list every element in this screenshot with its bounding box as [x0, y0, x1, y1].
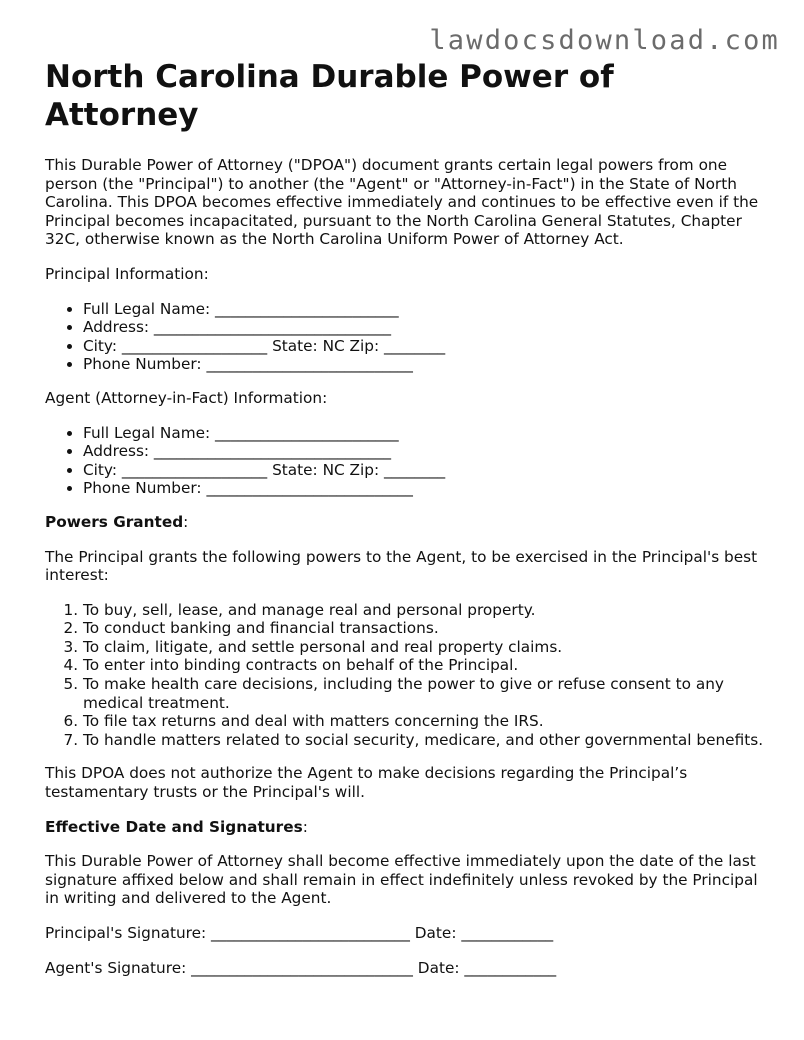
powers-list [45, 601, 767, 750]
principal-signature-line: Principal's Signature: __________________________ Date: ____________ [45, 924, 554, 942]
agent-address: • Address: _______________________________ [83, 442, 767, 461]
powers-heading-text: Powers Granted [45, 512, 184, 531]
document-body [45, 58, 767, 993]
principal-city-state-zip: • City: ___________________ State: NC Zip: ________ [83, 337, 767, 356]
limitation-paragraph: This DPOA does not authorize the Agent to make decisions regarding the Principal’s testamentary trusts or the Principal's will. [45, 764, 688, 802]
power-item: 1. To buy, sell, lease, and manage real and personal property. [83, 601, 767, 620]
principal-phone: • Phone Number: ___________________________ [83, 355, 767, 374]
agent-info-list [45, 424, 767, 498]
effective-heading-colon: : [302, 817, 308, 836]
power-item: 5. To make health care decisions, including the power to give or refuse consent to any medical treatment. [83, 675, 767, 712]
agent-city-state-zip: • City: ___________________ State: NC Zip: ________ [83, 461, 767, 480]
power-item: 2. To conduct banking and financial transactions. [83, 619, 767, 638]
principal-info-list [45, 300, 767, 374]
intro-paragraph: This Durable Power of Attorney ("DPOA") document grants certain legal powers from one person (the "Principal") to another (the "Agent" or "Attorney-in-Fact") in the State of North Carolina. This DPOA becomes effective immediately and continues to be effective even if the Principal becomes incapacitated, pursuant to the North Carolina General Statutes, Chapter 32C, otherwise known as the North Carolina Uniform Power of Attorney Act. [45, 156, 759, 249]
principal-full-name: • Full Legal Name: ________________________ [83, 300, 767, 319]
agent-heading: Agent (Attorney-in-Fact) Information: [45, 388, 328, 407]
principal-heading: Principal Information: [45, 264, 209, 283]
power-item: 4. To enter into binding contracts on behalf of the Principal. [83, 656, 767, 675]
watermark: lawdocsdownload.com [429, 25, 780, 56]
document-title: North Carolina Durable Power of Attorney [45, 59, 614, 133]
powers-intro: The Principal grants the following powers to the Agent, to be exercised in the Principal's best interest: [45, 547, 758, 585]
powers-heading-colon: : [183, 512, 189, 531]
agent-phone: • Phone Number: ___________________________ [83, 479, 767, 498]
effective-paragraph: This Durable Power of Attorney shall become effective immediately upon the date of the last signature affixed below and shall remain in effect indefinitely unless revoked by the Principal in writing and delivered to the Agent. [45, 852, 758, 908]
effective-heading [45, 818, 767, 837]
power-item: 7. To handle matters related to social security, medicare, and other governmental benefits. [83, 731, 767, 750]
principal-address: • Address: _______________________________ [83, 318, 767, 337]
agent-signature-line: Agent's Signature: _____________________________ Date: ____________ [45, 958, 557, 977]
effective-heading-text: Effective Date and Signatures [45, 817, 303, 836]
power-item: 6. To file tax returns and deal with matters concerning the IRS. [83, 712, 767, 731]
power-item: 3. To claim, litigate, and settle personal and real property claims. [83, 638, 767, 657]
agent-full-name: • Full Legal Name: ________________________ [83, 424, 767, 443]
powers-heading [45, 513, 767, 532]
